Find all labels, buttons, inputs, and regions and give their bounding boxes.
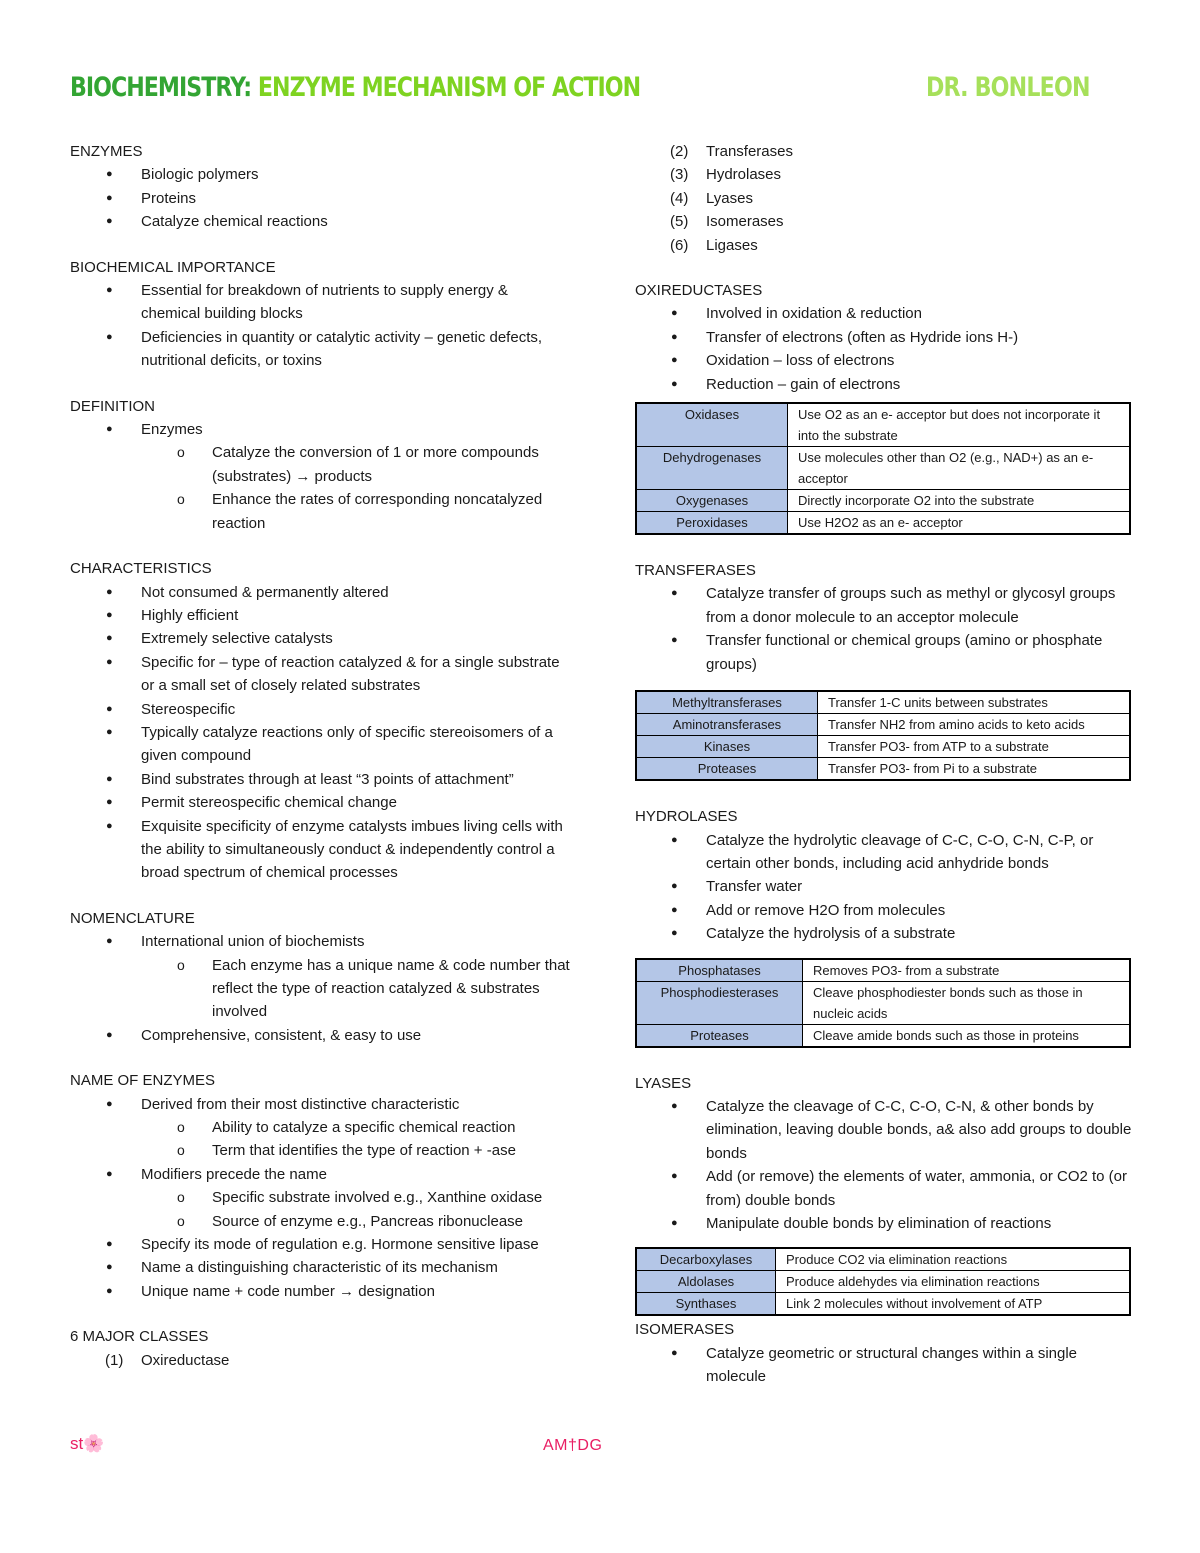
numbered-list xyxy=(70,1349,570,1372)
table-cell-value: Transfer PO3- from ATP to a substrate xyxy=(818,736,1131,758)
table-row xyxy=(636,403,1130,447)
table-row xyxy=(636,959,1130,982)
list-item: ● Not consumed & permanently altered xyxy=(70,581,570,604)
section-heading: 6 MAJOR CLASSES xyxy=(70,1328,209,1346)
table-row xyxy=(636,1271,1130,1293)
list-item xyxy=(70,418,570,535)
list-item: ● Biologic polymers xyxy=(70,163,570,186)
table-cell-key: Oxygenases xyxy=(636,490,788,512)
sub-list-item: o Ability to catalyze a specific chemical reaction xyxy=(141,1116,570,1139)
table-cell-value: Produce CO2 via elimination reactions xyxy=(776,1248,1131,1271)
section-heading: CHARACTERISTICS xyxy=(70,560,212,578)
sub-list xyxy=(141,954,570,1024)
list-number: (3) xyxy=(670,166,689,184)
list-item: ● Catalyze transfer of groups such as methyl or glycosyl groups from a donor molecule to an acceptor molecule xyxy=(635,582,1135,629)
list-item xyxy=(635,163,1135,186)
bullet-list xyxy=(635,302,1135,396)
list-item-label: Transferases xyxy=(706,143,793,160)
list-item-label: Derived from their most distinctive characteristic xyxy=(141,1095,460,1113)
section-hydrolases xyxy=(635,805,1135,1047)
table-row xyxy=(636,512,1130,535)
section-lyases xyxy=(635,1072,1135,1317)
section-heading: DEFINITION xyxy=(70,397,155,415)
footer-mark: AM†DG xyxy=(543,1437,603,1454)
section-heading: OXIREDUCTASES xyxy=(635,282,763,300)
list-item xyxy=(635,210,1135,233)
list-item-label: Enzymes xyxy=(141,421,203,439)
table-cell-value: Cleave amide bonds such as those in proteins xyxy=(803,1024,1131,1047)
table-cell-value: Link 2 molecules without involvement of ATP xyxy=(776,1293,1131,1316)
table-cell-key: Phosphodiesterases xyxy=(636,981,803,1024)
list-item: ● Permit stereospecific chemical change xyxy=(70,791,570,814)
bullet-list xyxy=(635,829,1135,946)
table-cell-key: Aldolases xyxy=(636,1271,776,1293)
table-cell-value: Transfer NH2 from amino acids to keto acids xyxy=(818,714,1131,736)
section-heading: ENZYMES xyxy=(70,143,143,160)
table-row xyxy=(636,736,1130,758)
section-major-classes-continued xyxy=(635,140,1135,257)
list-item: ● Oxidation – loss of electrons xyxy=(635,349,1135,372)
table-cell-value: Cleave phosphodiester bonds such as those in nucleic acids xyxy=(803,981,1131,1024)
section-heading: NAME OF ENZYMES xyxy=(70,1072,216,1090)
bullet-list xyxy=(70,279,570,373)
bullet-list xyxy=(70,1093,570,1304)
list-item: ● Exquisite specificity of enzyme catalysts imbues living cells with the ability to simultaneously conduct & independently control a broad spectrum of chemical processes xyxy=(70,815,570,885)
section-transferases xyxy=(635,559,1135,781)
section-heading: LYASES xyxy=(635,1074,692,1092)
list-item: ● Involved in oxidation & reduction xyxy=(635,302,1135,325)
table-cell-key: Decarboxylases xyxy=(636,1248,776,1271)
list-item: ● Unique name + code number → designation xyxy=(70,1280,570,1303)
list-item-label: International union of biochemists xyxy=(141,933,365,951)
table-row xyxy=(636,1024,1130,1047)
table-cell-value: Produce aldehydes via elimination reactions xyxy=(776,1271,1131,1293)
list-item: ● Highly efficient xyxy=(70,604,570,627)
list-number: (5) xyxy=(670,213,689,231)
list-item: ● Reduction – gain of electrons xyxy=(635,373,1135,396)
section-heading: TRANSFERASES xyxy=(635,562,756,580)
title-topic: ENZYME MECHANISM OF ACTION xyxy=(257,72,641,103)
table-cell-value: Use O2 as an e- acceptor but does not incorporate it into the substrate xyxy=(788,403,1131,447)
list-item-label: Modifiers precede the name xyxy=(141,1165,327,1183)
sub-list-item: o Enhance the rates of corresponding noncatalyzed reaction xyxy=(141,488,570,535)
list-item-label: Ligases xyxy=(706,236,758,254)
transferases-table xyxy=(635,690,1131,781)
table-row xyxy=(636,714,1130,736)
bullet-list xyxy=(70,418,570,535)
list-item: ● Add or remove H2O from molecules xyxy=(635,899,1135,922)
table-row xyxy=(636,691,1130,714)
list-item: ● Transfer water xyxy=(635,875,1135,898)
list-item xyxy=(635,187,1135,210)
list-item xyxy=(70,1163,570,1233)
numbered-list xyxy=(635,140,1135,257)
left-column xyxy=(70,140,570,1394)
table-row xyxy=(636,981,1130,1024)
list-item-label: Isomerases xyxy=(706,213,784,231)
bullet-list xyxy=(70,581,570,885)
list-item: ● Catalyze the cleavage of C-C, C-O, C-N, & other bonds by elimination, leaving double bonds, a& also add groups to double bonds xyxy=(635,1095,1135,1165)
list-item: ● Extremely selective catalysts xyxy=(70,627,570,650)
bullet-list xyxy=(70,930,570,1047)
list-number: (4) xyxy=(670,189,689,207)
list-item: ● Deficiencies in quantity or catalytic activity – genetic defects, nutritional deficits, or toxins xyxy=(70,326,570,373)
list-item: ● Name a distinguishing characteristic of its mechanism xyxy=(70,1256,570,1279)
table-cell-key: Phosphatases xyxy=(636,959,803,982)
table-row xyxy=(636,1293,1130,1316)
sub-list xyxy=(141,1116,570,1163)
section-definition xyxy=(70,395,570,535)
list-number: (6) xyxy=(670,236,689,254)
table-cell-key: Kinases xyxy=(636,736,818,758)
list-item xyxy=(635,234,1135,257)
table-cell-value: Use molecules other than O2 (e.g., NAD+) as an e- acceptor xyxy=(788,447,1131,490)
table-cell-key: Peroxidases xyxy=(636,512,788,535)
list-item xyxy=(70,930,570,1024)
list-item xyxy=(70,1349,570,1372)
section-characteristics xyxy=(70,557,570,885)
list-item: ● Catalyze geometric or structural changes within a single molecule xyxy=(635,1342,1135,1389)
table-row xyxy=(636,758,1130,781)
section-name-of-enzymes xyxy=(70,1069,570,1303)
table-cell-key: Synthases xyxy=(636,1293,776,1316)
section-heading: BIOCHEMICAL IMPORTANCE xyxy=(70,258,276,276)
sub-list xyxy=(141,1186,570,1233)
sub-list-item: o Specific substrate involved e.g., Xanthine oxidase xyxy=(141,1186,570,1209)
list-item: ● Catalyze the hydrolysis of a substrate xyxy=(635,922,1135,945)
list-item: ● Add (or remove) the elements of water, ammonia, or CO2 to (or from) double bonds xyxy=(635,1165,1135,1212)
list-number: (2) xyxy=(670,143,689,160)
list-item: ● Manipulate double bonds by elimination of reactions xyxy=(635,1212,1135,1235)
section-nomenclature xyxy=(70,907,570,1047)
table-cell-key: Proteases xyxy=(636,1024,803,1047)
list-item: ● Specific for – type of reaction catalyzed & for a single substrate or a small set of closely related substrates xyxy=(70,651,570,698)
list-item: ● Catalyze the hydrolytic cleavage of C-C, C-O, C-N, C-P, or certain other bonds, including acid anhydride bonds xyxy=(635,829,1135,876)
table-cell-key: Oxidases xyxy=(636,403,788,447)
list-item: ● Typically catalyze reactions only of specific stereoisomers of a given compound xyxy=(70,721,570,768)
list-item xyxy=(70,1093,570,1163)
author-name: DR. BONLEON xyxy=(926,72,1090,103)
bullet-list xyxy=(70,163,570,233)
table-cell-value: Use H2O2 as an e- acceptor xyxy=(788,512,1131,535)
section-heading: ISOMERASES xyxy=(635,1321,735,1339)
page-title xyxy=(70,72,640,103)
list-item: ● Stereospecific xyxy=(70,698,570,721)
table-cell-value: Transfer PO3- from Pi to a substrate xyxy=(818,758,1131,781)
list-item-label: Hydrolases xyxy=(706,166,782,184)
list-item-label: Lyases xyxy=(706,189,753,207)
table-cell-value: Removes PO3- from a substrate xyxy=(803,959,1131,982)
section-heading: HYDROLASES xyxy=(635,808,738,826)
oxireductases-table xyxy=(635,402,1131,535)
table-cell-key: Dehydrogenases xyxy=(636,447,788,490)
sub-list-item: o Term that identifies the type of reaction + -ase xyxy=(141,1139,570,1162)
section-isomerases xyxy=(635,1318,1135,1388)
section-major-classes xyxy=(70,1325,570,1372)
sub-list-item: o Each enzyme has a unique name & code number that reflect the type of reaction catalyzed & substrates involved xyxy=(141,954,570,1024)
right-column xyxy=(635,140,1135,1389)
list-item: ● Proteins xyxy=(70,187,570,210)
list-item: ● Catalyze chemical reactions xyxy=(70,210,570,233)
table-cell-key: Aminotransferases xyxy=(636,714,818,736)
list-item: ● Transfer functional or chemical groups (amino or phosphate groups) xyxy=(635,629,1135,676)
bullet-list xyxy=(635,1095,1135,1235)
table-cell-key: Methyltransferases xyxy=(636,691,818,714)
section-oxireductases xyxy=(635,279,1135,535)
section-heading: NOMENCLATURE xyxy=(70,909,195,927)
bullet-list xyxy=(635,1342,1135,1389)
list-item: ● Specify its mode of regulation e.g. Hormone sensitive lipase xyxy=(70,1233,570,1256)
list-item-label: Oxireductase xyxy=(141,1351,230,1369)
section-enzymes xyxy=(70,140,570,234)
section-biochemical-importance xyxy=(70,256,570,373)
sub-list xyxy=(141,441,570,535)
list-item: ● Comprehensive, consistent, & easy to use xyxy=(70,1024,570,1047)
list-item: ● Bind substrates through at least “3 points of attachment” xyxy=(70,768,570,791)
sub-list-item: o Source of enzyme e.g., Pancreas ribonuclease xyxy=(141,1210,570,1233)
list-item: ● Essential for breakdown of nutrients to supply energy & chemical building blocks xyxy=(70,279,570,326)
sub-list-item: o Catalyze the conversion of 1 or more compounds (substrates) → products xyxy=(141,441,570,488)
table-cell-value: Directly incorporate O2 into the substrate xyxy=(788,490,1131,512)
bullet-list xyxy=(635,582,1135,676)
table-cell-key: Proteases xyxy=(636,758,818,781)
table-row xyxy=(636,447,1130,490)
table-row xyxy=(636,490,1130,512)
list-item: ● Transfer of electrons (often as Hydride ions H-) xyxy=(635,326,1135,349)
table-cell-value: Transfer 1-C units between substrates xyxy=(818,691,1131,714)
table-row xyxy=(636,1248,1130,1271)
list-item xyxy=(635,140,1135,163)
hydrolases-table xyxy=(635,958,1131,1048)
list-number: (1) xyxy=(105,1351,124,1369)
lyases-table xyxy=(635,1247,1131,1316)
title-subject: BIOCHEMISTRY: xyxy=(70,72,252,103)
footer-signature: st🌸 xyxy=(70,1434,105,1453)
